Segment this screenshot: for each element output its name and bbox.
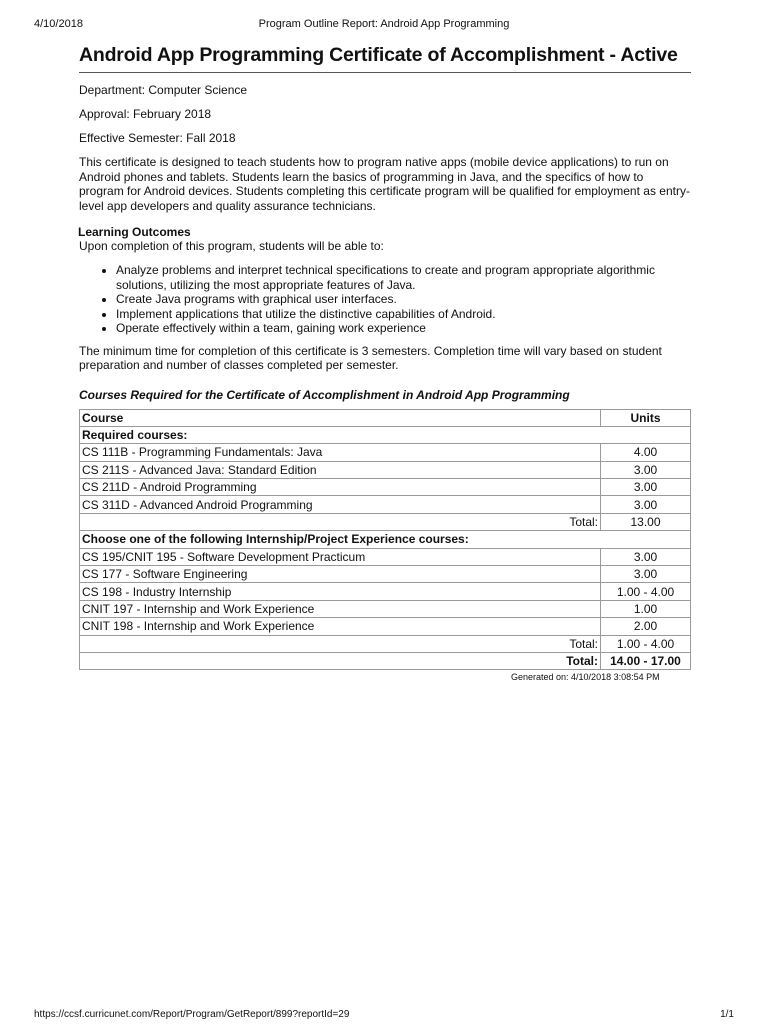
list-item: • Create Java programs with graphical user interfaces. <box>116 292 691 307</box>
print-date: 4/10/2018 <box>34 18 83 30</box>
units-cell: 2.00 <box>601 618 691 635</box>
generated-timestamp: Generated on: 4/10/2018 3:08:54 PM <box>511 672 660 683</box>
units-cell: 1.00 - 4.00 <box>601 583 691 600</box>
course-cell: CS 211D - Android Programming <box>80 479 601 496</box>
units-cell: 1.00 <box>601 600 691 617</box>
required-total-value: 13.00 <box>601 513 691 530</box>
course-cell: CNIT 197 - Internship and Work Experience <box>80 600 601 617</box>
table-row <box>80 479 691 496</box>
course-cell: CS 177 - Software Engineering <box>80 566 601 583</box>
units-cell: 3.00 <box>601 566 691 583</box>
table-row <box>80 496 691 513</box>
table-row <box>80 548 691 565</box>
learning-outcomes-intro: Upon completion of this program, students will be able to: <box>79 239 384 253</box>
course-cell: CS 311D - Advanced Android Programming <box>80 496 601 513</box>
section-row <box>80 531 691 548</box>
courses-table-title: Courses Required for the Certificate of Accomplishment in Android App Programming <box>79 387 570 402</box>
units-cell: 3.00 <box>601 479 691 496</box>
courses-table <box>79 409 691 671</box>
page-number: 1/1 <box>720 1009 734 1020</box>
table-row <box>80 444 691 461</box>
course-cell: CS 198 - Industry Internship <box>80 583 601 600</box>
table-row <box>80 583 691 600</box>
table-row <box>80 618 691 635</box>
learning-outcomes-heading: Learning Outcomes <box>78 225 191 239</box>
subtotal-row <box>80 635 691 652</box>
grand-total-row <box>80 652 691 669</box>
units-cell: 3.00 <box>601 548 691 565</box>
subtotal-row <box>80 513 691 530</box>
choose-courses-heading: Choose one of the following Internship/Project Experience courses: <box>80 531 691 548</box>
choose-total-value: 1.00 - 4.00 <box>601 635 691 652</box>
units-cell: 3.00 <box>601 496 691 513</box>
department: Department: Computer Science <box>79 83 248 97</box>
document-content <box>79 44 691 682</box>
table-row <box>80 600 691 617</box>
list-item: • Implement applications that utilize the distinctive capabilities of Android. <box>116 307 691 322</box>
page-title: Android App Programming Certificate of Accomplishment - Active <box>79 44 691 73</box>
learning-outcomes-list <box>79 263 691 336</box>
footer-url: https://ccsf.curricunet.com/Report/Program/GetReport/899?reportId=29 <box>34 1009 350 1020</box>
column-header-units: Units <box>601 409 691 426</box>
table-row <box>80 566 691 583</box>
grand-total-value: 14.00 - 17.00 <box>601 652 691 669</box>
table-row <box>80 461 691 478</box>
units-cell: 4.00 <box>601 444 691 461</box>
list-item: • Operate effectively within a team, gaining work experience <box>116 321 691 336</box>
course-cell: CS 211S - Advanced Java: Standard Edition <box>80 461 601 478</box>
print-header-title: Program Outline Report: Android App Programming <box>258 18 510 30</box>
grand-total-label: Total: <box>80 652 601 669</box>
column-header-course: Course <box>80 409 601 426</box>
list-item: • Analyze problems and interpret technical specifications to create and program appropriate algorithmic solutions, utilizing the most appropriate features of Java. <box>116 263 691 292</box>
section-row <box>80 426 691 443</box>
effective-semester: Effective Semester: Fall 2018 <box>79 131 236 145</box>
course-cell: CNIT 198 - Internship and Work Experience <box>80 618 601 635</box>
course-cell: CS 111B - Programming Fundamentals: Java <box>80 444 601 461</box>
program-description: This certificate is designed to teach students how to program native apps (mobile device applications) to run on Android phones and tablets. Students learn the basics of programming in Java, and the specifics of how to program for Android devices. Students completing this certificate program will be qualified for employment as entry-level app developers and quality assurance technicians. <box>79 155 690 213</box>
course-cell: CS 195/CNIT 195 - Software Development Practicum <box>80 548 601 565</box>
approval: Approval: February 2018 <box>79 107 212 121</box>
units-cell: 3.00 <box>601 461 691 478</box>
required-courses-heading: Required courses: <box>80 426 691 443</box>
minimum-time-note: The minimum time for completion of this certificate is 3 semesters. Completion time will vary based on student preparation and number of classes completed per semester. <box>79 343 662 372</box>
choose-total-label: Total: <box>80 635 601 652</box>
table-header-row <box>80 409 691 426</box>
required-total-label: Total: <box>80 513 601 530</box>
